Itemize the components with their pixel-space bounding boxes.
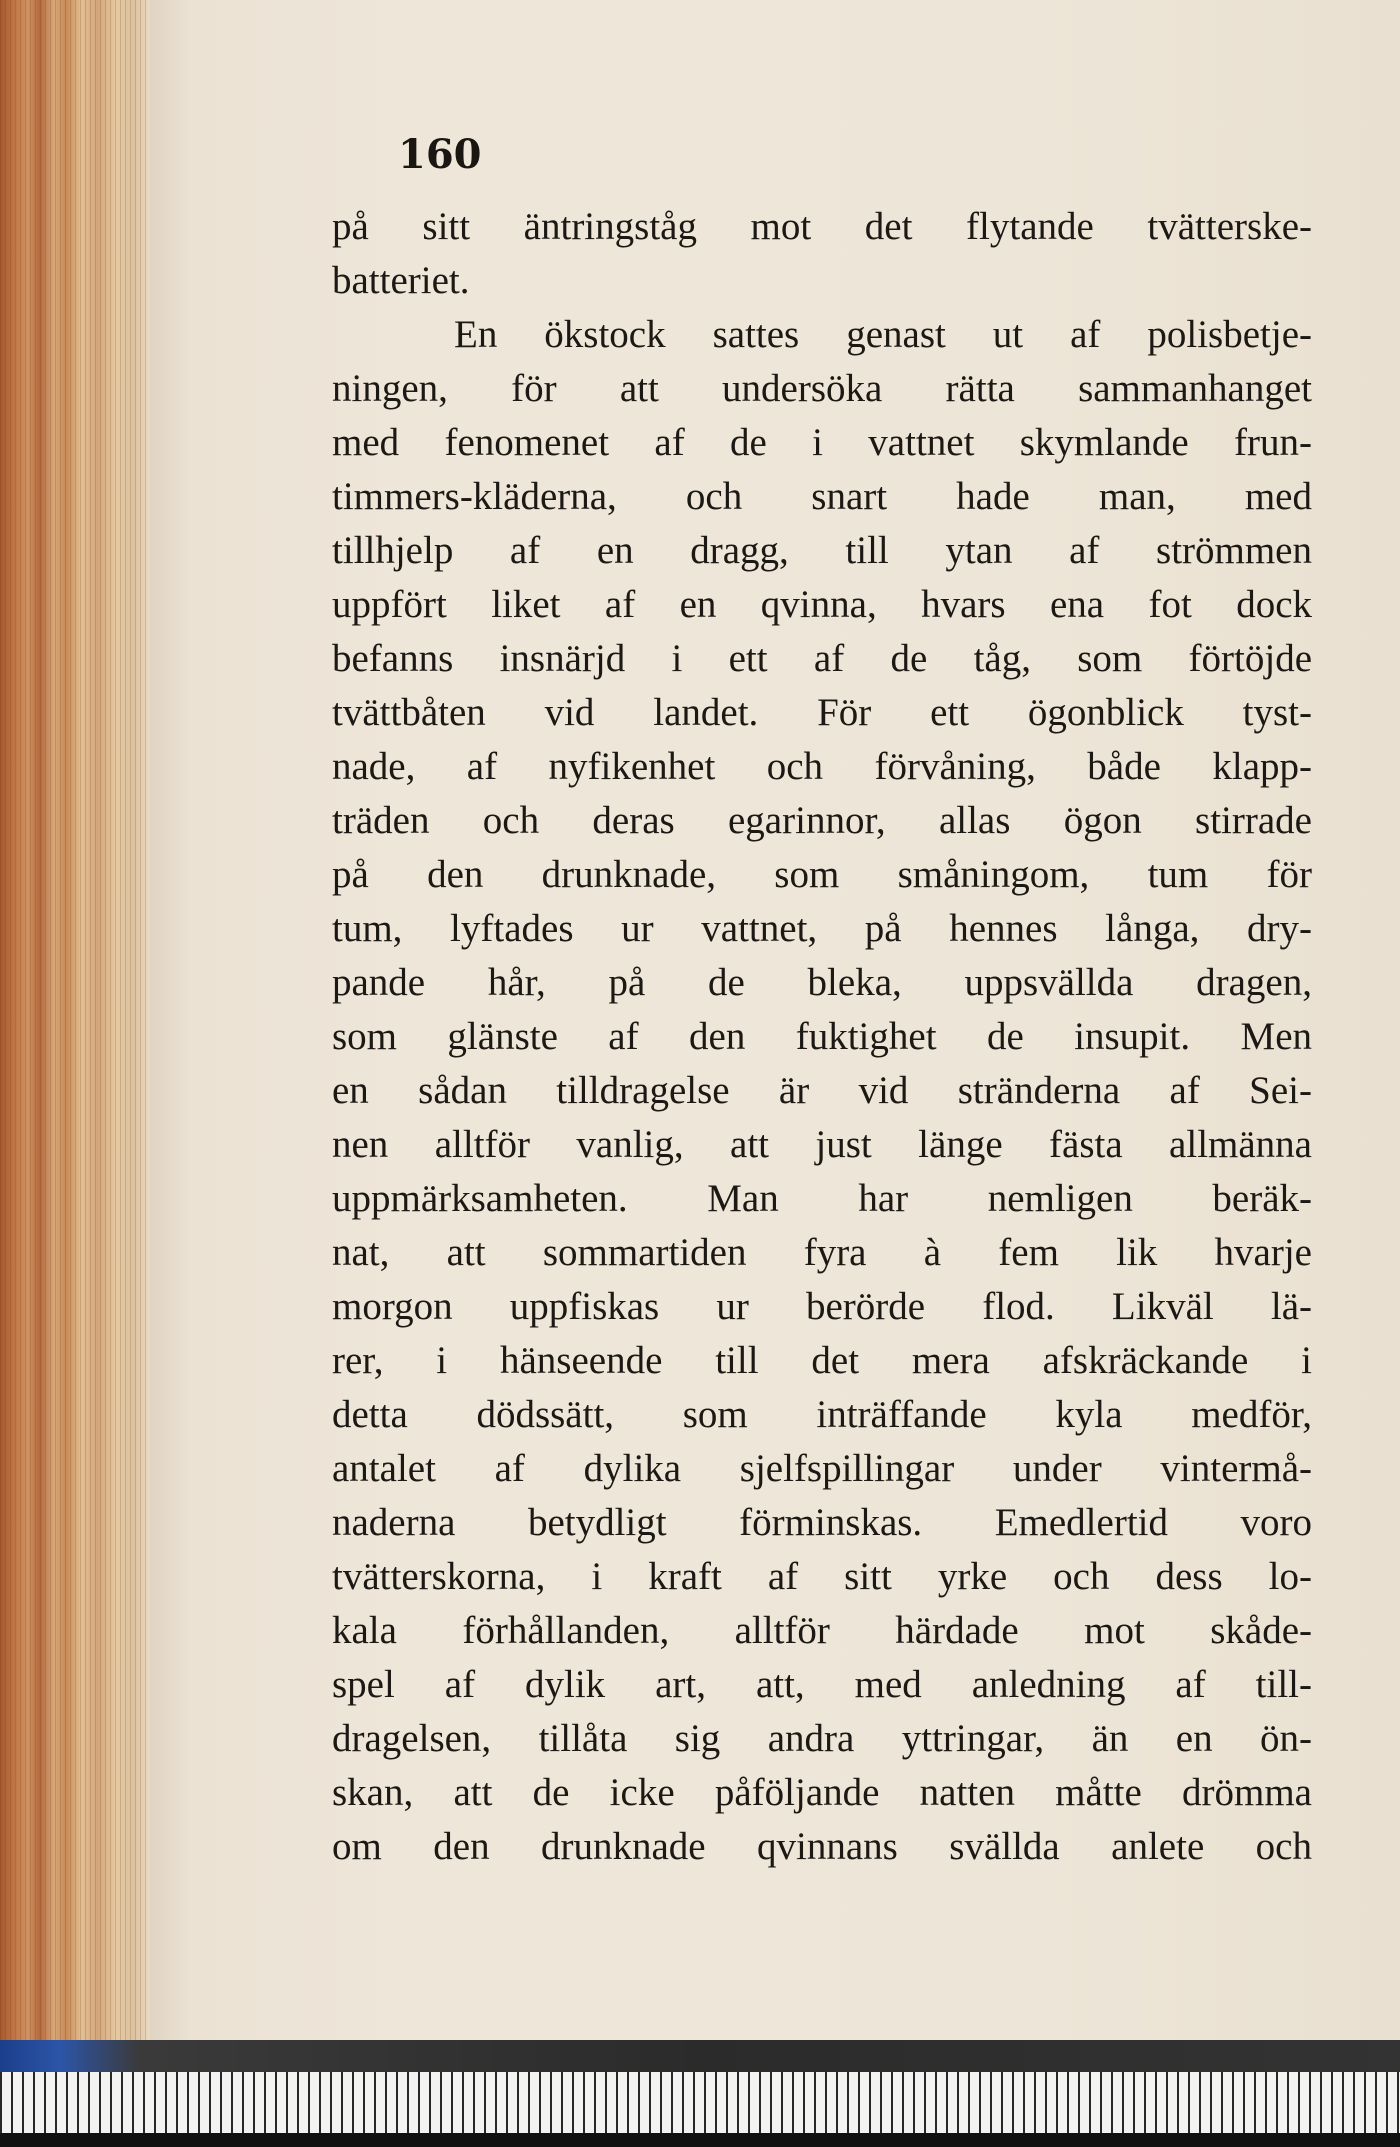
text-line: nat, att sommartiden fyra à fem lik hvarje	[332, 1231, 1312, 1274]
text-line: tum, lyftades ur vattnet, på hennes långa, dry-	[332, 907, 1312, 950]
text-line: morgon uppfiskas ur berörde flod. Likväl lä-	[332, 1285, 1312, 1328]
text-line: på sitt äntringståg mot det flytande tvätterske-	[332, 205, 1312, 248]
text-line: som glänste af den fuktighet de insupit. Men	[332, 1015, 1312, 1058]
text-line: timmers-kläderna, och snart hade man, med	[332, 475, 1312, 518]
text-line: pande hår, på de bleka, uppsvällda dragen,	[332, 961, 1312, 1004]
body-text	[332, 200, 1312, 1874]
text-line: nade, af nyfikenhet och förvåning, både klapp-	[332, 745, 1312, 788]
scanner-bed-strip	[0, 2040, 1400, 2072]
text-line: rer, i hänseende till det mera afskräckande i	[332, 1339, 1312, 1382]
page-edges	[0, 0, 165, 2060]
text-line: nen alltför vanlig, att just länge fästa allmänna	[332, 1123, 1312, 1166]
text-line: uppfört liket af en qvinna, hvars ena fot dock	[332, 583, 1312, 626]
text-line: tvätterskorna, i kraft af sitt yrke och dess lo-	[332, 1555, 1312, 1598]
measurement-ruler	[0, 2072, 1400, 2147]
text-line: En ökstock sattes genast ut af polisbetje-	[454, 313, 1312, 356]
text-line: detta dödssätt, som inträffande kyla medför,	[332, 1393, 1312, 1436]
text-line: skan, att de icke påföljande natten måtte drömma	[332, 1771, 1312, 1814]
text-line: uppmärksamheten. Man har nemligen beräk-	[332, 1177, 1312, 1220]
text-line: en sådan tilldragelse är vid stränderna af Sei-	[332, 1069, 1312, 1112]
text-line: naderna betydligt förminskas. Emedlertid voro	[332, 1501, 1312, 1544]
ruler-base	[0, 2133, 1400, 2147]
text-line: tillhjelp af en dragg, till ytan af strömmen	[332, 529, 1312, 572]
text-line: dragelsen, tillåta sig andra yttringar, än en ön-	[332, 1717, 1312, 1760]
text-line: batteriet.	[332, 259, 470, 302]
text-line: tvättbåten vid landet. För ett ögonblick tyst-	[332, 691, 1312, 734]
text-line: på den drunknade, som småningom, tum för	[332, 853, 1312, 896]
text-line: spel af dylik art, att, med anledning af till-	[332, 1663, 1312, 1706]
text-line: befanns insnärjd i ett af de tåg, som förtöjde	[332, 637, 1312, 680]
text-line: om den drunknade qvinnans svällda anlete och	[332, 1825, 1312, 1868]
text-line: med fenomenet af de i vattnet skymlande frun-	[332, 421, 1312, 464]
page-number: 160	[398, 131, 482, 178]
text-line: kala förhållanden, alltför härdade mot skåde-	[332, 1609, 1312, 1652]
text-line: ningen, för att undersöka rätta sammanhanget	[332, 367, 1312, 410]
text-line: träden och deras egarinnor, allas ögon stirrade	[332, 799, 1312, 842]
text-line: antalet af dylika sjelfspillingar under vintermå-	[332, 1447, 1312, 1490]
